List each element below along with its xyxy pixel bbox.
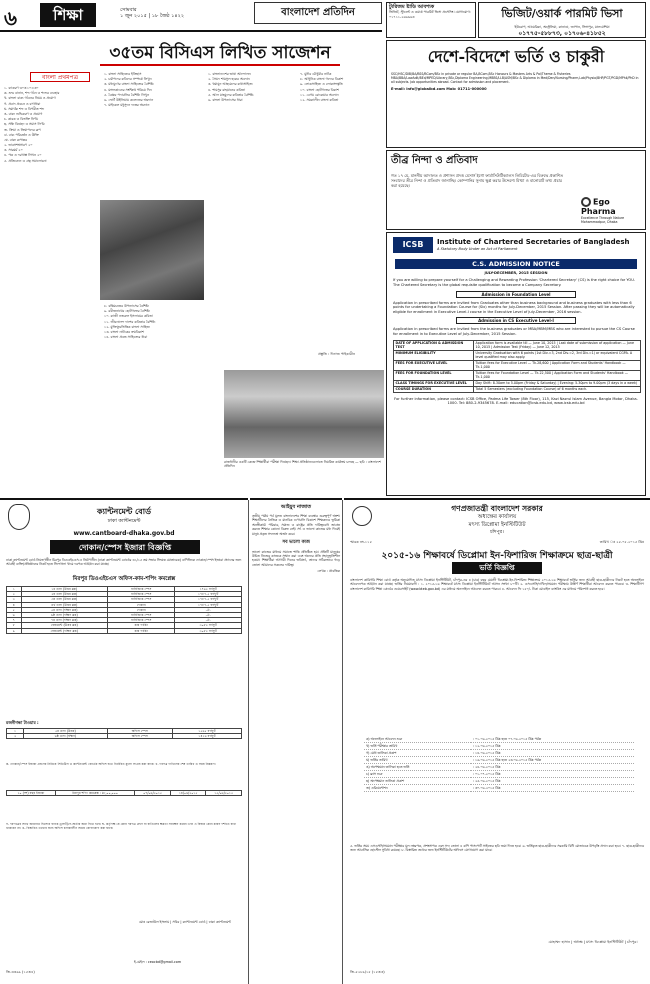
- suggestion-line: ৬. ফোর্ট উইলিয়াম কলেজের অবদান: [104, 97, 154, 102]
- icsb-row: [394, 340, 641, 350]
- schedule-row-cell: : ২৫.০৬.২০১৫ খ্রিঃ: [471, 778, 634, 785]
- icsb-foundation-text: Application in prescribed forms are invited from Graduates other than business background and business graduates with less than 6 points for undertaking a Foundation Course for (Six) months for July-December, 2015 Session. After passing they will be automatically eligible for enrollment in Executive Level-I course in the Executive Level of July-December, 2016 session.: [393, 300, 635, 314]
- exam-photo: [100, 200, 204, 300]
- icsb-admission-notice: [386, 232, 646, 496]
- header-day: সোমবার: [120, 7, 137, 13]
- cant-row-cell: কার পার্কিং: [108, 623, 175, 628]
- cant-row3-cell: ০৭/০৬/২০১৫: [135, 791, 171, 796]
- suggestion-line: ৮. আধুনিক বাংলা গদ্যের বিকাশ: [300, 77, 344, 82]
- visa-title: ভিজিট/ওয়ার্ক পারমিট ভিসা: [501, 7, 623, 20]
- gov-heading-2: অধ্যক্ষের কার্যালয়: [477, 514, 517, 520]
- cantonment-email: ই-মেইল : ceocbd@gmail.com: [134, 960, 182, 964]
- cant-row-cell: ১ম তলা (উত্তর ব্লক): [21, 587, 108, 592]
- visa-phone: ০১৭৭৫-৫৮৮৭৩, ০১৭০৬-৪১৮৫২: [518, 30, 606, 38]
- suggestion-line: জ. ক্রিয়া ও ক্রিয়াপদের রূপ: [4, 127, 41, 132]
- cant-row-cell: ৩য় তলা (উত্তর ব্লক): [21, 597, 108, 602]
- icsb-row-value: Total 5 Semesters (excluding Foundation Course) of 6 months each.: [474, 386, 641, 392]
- cant-row-cell: ৭ম তলা (দক্ষিণ ব্লক): [21, 618, 108, 623]
- cant-row3-cell: ১৫/০৬/২০১৫: [206, 791, 242, 796]
- cantonment-url[interactable]: www.cantboard-dhaka.gov.bd: [73, 530, 175, 537]
- cant-row2-cell: ২: [7, 734, 24, 739]
- photo-caption: রাজধানীর একটি কেন্দ্রে শিক্ষার্থীরা পরীক্ষা দিচ্ছেন। শিক্ষা প্রতিষ্ঠানগুলোতে নিয়মিত কার্যক্রম চলছে — ছবি : বাংলাদেশ প্রতিদিন: [224, 460, 381, 469]
- ego-brand: Ego Pharma: [581, 197, 616, 216]
- suggestion-line: ১১. জীবনানন্দ দাশের কবিতার বৈশিষ্ট্য: [104, 319, 156, 324]
- icsb-table: [393, 340, 641, 393]
- header-full-date: ১ জুন ২০১৫ | ১৮ জৈষ্ঠ ১৪২২: [120, 13, 185, 20]
- suggestion-line: চ. কারক ও বিভক্তি নির্ণয়: [4, 117, 38, 122]
- suggestion-line: ৭. মাইকেল মধুসূদন দত্তের অবদান: [104, 103, 150, 108]
- suggestion-column-2b: [104, 304, 220, 496]
- suggestion-line: ৮. বঙ্কিমচন্দ্রের উপন্যাসের বৈশিষ্ট্য: [104, 304, 149, 308]
- suggestion-line: ১৩. বাংলা নাটকের ক্রমবিকাশ: [104, 329, 144, 334]
- suggestion-line: গ. প্রবাদ প্রবচন ও বাগধারা: [4, 101, 41, 106]
- schedule-row: [364, 785, 634, 792]
- visa-text: ইউরোপ, আমেরিকা, অস্ট্রেলিয়া, কানাডা, জাপান, সিঙ্গাপুর, মালয়েশিয়া: [514, 25, 610, 29]
- schedule-row-cell: ঘ) ভর্তির তারিখ: [364, 757, 471, 764]
- icsb-row-value: Day Shift: 8.30am to 5.00pm (Friday & Saturday) | Evening: 5.30pm to 9.00pm (3 days in a week): [474, 380, 641, 386]
- study-email: E-mail: info@globalbd.com Mob: 01711-000000: [391, 86, 487, 91]
- protest-text: গত ১৭ মে, মাননীয় আদালত ও প্রশাসন প্রদত্ত মেসার্স ইগো ফার্মাসিউটিক্যালস লিমিটেড-এর বিরুদ্ধে প্রকাশিত সংবাদের তীব্র নিন্দা ও প্রতিবাদ জানাচ্ছি। কোম্পানির সুনাম ক্ষুণ্ণ করার উদ্দেশ্যে মিথ্যা ও বানোয়াট তথ্য প্রচার করা হয়েছে।: [391, 173, 563, 189]
- icsb-row: [394, 350, 641, 360]
- cant-row-cell: বাণিজ্যিক স্পেস: [108, 587, 175, 592]
- cant-row-cell: ৩০৮২ বর্গফুট: [175, 628, 242, 633]
- study-title: দেশে-বিদেশে ভর্তি ও চাকুরী: [427, 47, 605, 66]
- cantonment-code: জি-৩৩৬৯ (১৫×৪): [6, 970, 35, 974]
- photo-credit: প্রস্তুতি : দিনাজ পাইকারীন: [318, 352, 356, 356]
- gov-body-2: ৫. ভর্তির সময় এসএসসি/সমমান পরীক্ষার মূল নম্বরপত্র, প্রশংসাপত্র এবং সদ্য তোলা ৪ কপি পাসপোর্ট সাইজের ছবি জমা দিতে হবে। ৬. ভর্তিকৃত ছাত্র-ছাত্রীদের সরকারি বিধি মোতাবেক উপবৃত্তি প্রদান করা হবে। ৭. ছাত্র-ছাত্রীদের জন্য আবাসিক হোস্টেল সুবিধা রয়েছে। ৮. বিস্তারিত তথ্যের জন্য ইনস্টিটিউটের অফিসে যোগাযোগ করা যাবে।: [350, 844, 644, 853]
- schedule-row: [364, 743, 634, 750]
- suggestion-line: ১১. বেগম রোকেয়ার অবদান: [300, 92, 339, 97]
- schedule-row-cell: : ১৬.০৬.২০১৫ খ্রিঃ হতে ২৩.০৬.২০১৫ খ্রিঃ পর্যন্ত: [471, 757, 634, 764]
- schedule-row-cell: চ) ক্লাস শুরু: [364, 771, 471, 778]
- cant-row-cell: দোকান: [108, 602, 175, 607]
- suggestion-line: ঝ. বাচ্য পরিবর্তন ও উক্তি: [4, 132, 39, 137]
- suggestion-line: ১০. কাজী নজরুল ইসলামের কবিতা: [104, 314, 153, 319]
- cant-row3-cell: ১০ (দশ) বছর ইজারা: [7, 791, 56, 796]
- cant-row-cell: বাণিজ্যিক স্পেস: [108, 592, 175, 597]
- icsb-intro: If you are willing to prepare yourself for a Challenging and Rewarding Profession 'Chartered Secretary' (CS) is the right choice for YOU. The Chartered Secretary is the global requisite qualification to become a Company Secretary.: [393, 278, 636, 288]
- cant-row-cell: কার পার্কিং: [108, 628, 175, 633]
- cant-row-cell: ৫: [7, 607, 22, 612]
- visa-ad: [478, 2, 646, 38]
- suggestion-column-4: [300, 72, 384, 350]
- suggestion-line: ১. বাংলা সাহিত্যের ইতিহাস: [104, 72, 142, 76]
- schedule-row: [364, 778, 634, 785]
- icsb-row-key: MINIMUM ELIGIBILITY: [394, 350, 474, 360]
- cantonment-signature: মোঃ রেজাউল ইসলাম | সচিব | ক্যান্টনমেন্ট বোর্ড | ঢাকা ক্যান্টনমেন্ট: [139, 920, 231, 924]
- cant-row-cell: ৬ষ্ঠ তলা (দক্ষিণ ব্লক): [21, 613, 108, 618]
- cant-row-cell: -ঐ-: [175, 613, 242, 618]
- icsb-exec-head: Admission in CS Executive Level-I: [456, 317, 576, 324]
- cantonment-table2-title: রজনীগন্ধা টাওয়ার :: [6, 720, 39, 725]
- cant-row2-cell: ৬ষ্ঠ তলা (দক্ষিণ): [24, 734, 107, 739]
- icsb-row-key: CLASS TIMINGS FOR EXECUTIVE LEVEL: [394, 380, 474, 386]
- gov-memo: স্মারক নং-১১৫: [350, 540, 372, 544]
- suggestion-line: ৬. বাংলা উপন্যাসের ধারা: [208, 97, 243, 102]
- suggestion-line: ঙ. বাক্য শুদ্ধিকরণ ও প্রয়োগ: [4, 111, 43, 116]
- suggestion-column-5: [224, 470, 384, 496]
- study-text: SSC/HSC/DIB/BA/BSS/BCom/BSc in private or regular BA,BCom,BSc Honours & Masters Arts & Pol/Theme & Fisheries MBA/BBA/LawAdit/BEd/MPED/Library,BSc,Diploma Engineering,MBBS/LLB/ASM/BSc & Diploma in Med/Den/Nursing/Pharm,Lab/Physio/BHP/PGT/PGD/MPhil/PhD in all subjects. Job opportunities abroad. Contact for admission and placement.: [391, 72, 639, 84]
- cant-row-cell: ৩: [7, 597, 22, 602]
- icsb-row-key: FEES FOR FOUNDATION LEVEL: [394, 370, 474, 380]
- middle-article: [250, 498, 342, 984]
- suggestion-line: ৭. মুনীর চৌধুরীর নাটক: [300, 72, 332, 76]
- cant-row-cell: ১৭৮৭.৫ বর্গফুট: [175, 602, 242, 607]
- suggestion-column-2: [104, 72, 200, 196]
- header-date: [120, 7, 250, 20]
- suggestion-line: ৪. পত্র ও দরখাস্ত লিখন ২০: [4, 153, 42, 158]
- icsb-row-value: University Graduation with 6 points (1st Div.=3, 2nd Div.=2, 3rd Div.=1) or equivalent CGPA. A level qualified may also apply.: [474, 350, 641, 360]
- cant-row-cell: ৭: [7, 618, 22, 623]
- schedule-row: [364, 750, 634, 757]
- section-name: শিক্ষা: [40, 3, 96, 27]
- gov-signature: মোহাম্মদ হাসান | অধ্যক্ষ | মৎস্য ডিপ্লোমা ইনস্টিটিউট | চাঁদপুর।: [548, 940, 638, 944]
- icsb-row-value: Application form is available till — June 10, 2015 | Last date of submission of application — June 10, 2015 | Admission Test (Friday) — June 12, 2015: [474, 340, 641, 350]
- cant-row-cell: ৫ম তলা (দক্ষিণ ব্লক): [21, 607, 108, 612]
- cantonment-table: [6, 586, 242, 634]
- suggestion-column-3: [208, 72, 298, 362]
- cant-row-cell: ২: [7, 592, 22, 597]
- cantonment-table-title: মিরপুর ডিওএইচএস অফিস-কাম-শপিং কমপ্লেক্স: [72, 576, 176, 582]
- schedule-row: [364, 757, 634, 764]
- suggestion-line: ৩. হুমায়ূন আহমেদের কথাসাহিত্য: [208, 82, 253, 87]
- suggestion-line: ১২. সমকালীন বাংলা কবিতা: [300, 97, 339, 102]
- schedule-row-cell: : ০১.০৬.২০১৫ খ্রিঃ হতে ০৭.০৬.২০১৫ খ্রিঃ পর্যন্ত: [471, 736, 634, 743]
- cant-row-cell: ৬: [7, 613, 22, 618]
- cant-row2: [7, 734, 242, 739]
- suggestion-line: ৯. লোকসাহিত্য ও লোকসংস্কৃতি: [300, 82, 343, 87]
- cant-row-cell: ৪: [7, 602, 22, 607]
- suggestion-line: ১. ব্যাকরণ ৩০×১০=৩০: [4, 86, 39, 90]
- gov-body: বাংলাদেশ কারিগরি শিক্ষা বোর্ড কর্তৃক অনুমোদিত মৎস্য ডিপ্লোমা ইনস্টিটিউট, চাঁদপুর-এর ৪ (চার) বছর মেয়াদী ডিপ্লোমা-ইন-ফিশারিজ শিক্ষাক্রমে ২০১৫-১৬ শিক্ষাবর্ষে ভর্তির জন্য আগ্রহী ছাত্র-ছাত্রীদের নিকট হতে অনলাইনে আবেদনপত্র আহ্বান করা যাচ্ছে। ভর্তির নিয়মাবলী : ১. ২০১৫-১৬ শিক্ষাবর্ষে মৎস্য ডিপ্লোমা ইনস্টিটিউটে আসন সংখ্যা ৮০টি। ২. এসএসসি/দাখিল/সমমান পরীক্ষায় উত্তীর্ণ শিক্ষার্থীরা আবেদন করতে পারবে। ৩. শিক্ষার্থীগণ বাংলাদেশ কারিগরি শিক্ষা বোর্ডের ওয়েবসাইট (www.bteb.gov.bd) এর মাধ্যমে অনলাইনে আবেদন করতে পারবে। ৪. আবেদন ফি ১৫০/- টাকা মোবাইল ব্যাংকিং এর মাধ্যমে পরিশোধ করতে হবে।: [350, 578, 644, 591]
- suggestion-line: ১৪. বাংলা প্রবন্ধ সাহিত্যের ধারা: [104, 335, 148, 340]
- middle-article-text2: ভালো কাজের মাধ্যমে সমাজে শান্তি প্রতিষ্ঠিত হয়। প্রতিটি মানুষের উচিত নিজের কাজকে সম্মান করা এবং অন্যের প্রতি সহানুভূতিশীল হওয়া। শিক্ষার্থীরা আগামী দিনের ভবিষ্যৎ, তাদের সঠিকভাবে গড়ে তোলা আমাদের সকলের দায়িত্ব।: [252, 549, 340, 567]
- schedule-row-cell: : ০১.০৭.২০১৫ খ্রিঃ: [471, 771, 634, 778]
- middle-article-subhead: সব ভালো কাজ: [282, 540, 310, 546]
- cant-row2-cell: অফিস স্পেস: [107, 734, 172, 739]
- visa-small-title: ট্যুরিজম ষ্টাডি আবশ্যক: [389, 4, 435, 10]
- icsb-row-key: DATE OF APPLICATION & ADMISSION TEST: [394, 340, 474, 350]
- suggestion-line: ৫. আল মাহমুদের কবিতার বৈশিষ্ট্য: [208, 92, 254, 97]
- icsb-tagline: A Statutory Body Under an Act of Parliament: [437, 247, 518, 251]
- suggestion-line: ২. চর্যাপদের কবিদের সম্পর্কে লিখুন: [104, 77, 152, 82]
- article-title: ৩৫তম বিসিএস লিখিত সাজেশন: [100, 40, 340, 66]
- masthead: বাংলাদেশ প্রতিদিন: [254, 2, 382, 24]
- cant-row2-cell: ১৪১৬ বর্গফুট: [173, 734, 242, 739]
- icsb-row: [394, 370, 641, 380]
- gov-schedule-table: [364, 736, 634, 792]
- cant-row-cell: ২য় তলা (উত্তর ব্লক): [21, 592, 108, 597]
- suggestion-line: ২. সৈয়দ শামসুল হকের অবদান: [208, 77, 250, 82]
- suggestion-line: ৪. শামসুর রাহমানের কবিতা: [208, 87, 245, 92]
- cantonment-intro: ঢাকা ক্যান্টনমেন্ট বোর্ড নিয়ন্ত্রণাধীন মিরপুর ডিওএইচএস-এ নির্মাণাধীন (ঢাকা ক্যান্টনমেন্ট বোর্ডের ৩১/১৫ তম সভার সিদ্ধান্ত মোতাবেক) বাণিজ্যিক দোকান/স্পেস ইজারা প্রদানের জন্য আগ্রহী ব্যক্তি/প্রতিষ্ঠানের নিকট হতে সিলগালা খামে দরপত্র আহ্বান করা যাচ্ছে।: [6, 558, 242, 567]
- cantonment-notes: গ. দরপত্রের সাথে জামানত হিসেবে ব্যাংক ড্রাফট/পে-অর্ডার জমা দিতে হবে। ঘ. কর্তৃপক্ষ যে কোন দরপত্র গ্রহণ বা বাতিলের ক্ষমতা সংরক্ষণ করেন এবং এ বিষয়ে কোন কারণ দর্শাতে বাধ্য থাকবেন না। ঙ. বিস্তারিত তথ্যের জন্য অফিস চলাকালীন সময়ে যোগাযোগ করা যাবে।: [6, 822, 237, 831]
- cant-row-cell: ৯: [7, 628, 22, 633]
- cantonment-table3: [6, 790, 242, 796]
- ego-pharma-logo: [581, 197, 643, 225]
- cantonment-notice: [0, 498, 248, 984]
- cant-row-cell: বাণিজ্যিক স্পেস: [108, 613, 175, 618]
- schedule-row: [364, 771, 634, 778]
- suggestion-line: ৪. মঙ্গলকাব্যের সংক্ষিপ্ত পরিচয় দিন: [104, 87, 152, 92]
- cant-row-cell: -ঐ-: [175, 607, 242, 612]
- article-subject: বাংলা প্রথমপত্র: [30, 72, 90, 82]
- suggestion-line: ঞ. বাক্য রূপান্তর: [4, 137, 27, 142]
- suggestion-line: ছ. সন্ধি বিচ্ছেদ ও সমাস নির্ণয়: [4, 122, 45, 127]
- suggestion-line: ৩. সারমর্ম ২০: [4, 148, 23, 153]
- cant-row2-cell: অফিস স্পেস: [107, 729, 172, 734]
- icsb-session: JULY-DECEMBER, 2015 SESSION: [484, 271, 548, 275]
- protest-ad: [386, 150, 646, 230]
- cant-row-cell: -ঐ-: [175, 618, 242, 623]
- cant-row3-cell: মিরপুর শপিং কমপ্লেক্স : ৳৮,০০,০০০: [55, 791, 135, 796]
- suggestion-line: ১. বাংলাদেশের ভাষা আন্দোলন: [208, 72, 251, 76]
- cantonment-mid-text: ক. দোকান/স্পেস ইজারা গ্রহণের নিমিত্তে সিডিউল ও ক্যান্টনমেন্ট বোর্ডের অফিস হতে নির্ধারিত মূল্যে সংগ্রহ করা যাবে। খ. দরপত্র দাখিলের শেষ তারিখ ও সময় নিম্নরূপ:: [6, 762, 216, 766]
- icsb-footer: For further information, please contact: ICSB Office, Padma Life Tower (8th Floor), 115, Kazi Nazrul Islam Avenue, Bangla Motor, Dhaka-1000. Tel: 880-2-9345678. E-mail: education@icsb.edu.bd, www.icsb.edu.bd: [394, 396, 638, 406]
- suggestion-line: ৩. মধ্যযুগের বাংলা সাহিত্যের বৈশিষ্ট্য: [104, 82, 154, 87]
- suggestion-line: ৫. প্রতিবেদন ও গ্রন্থ সমালোচনা: [4, 158, 47, 163]
- gov-heading-1: গণপ্রজাতন্ত্রী বাংলাদেশ সরকার: [451, 504, 543, 513]
- cant-row: [7, 628, 242, 633]
- icsb-row-value: Tuition fees for Foundation Level — Tk.22,500 | Application Form and Students' Handbook — Tk.1,000: [474, 370, 641, 380]
- suggestion-line: ২. ভাবসম্প্রসারণ ২০: [4, 143, 33, 148]
- schedule-row: [364, 764, 634, 771]
- column-divider: [342, 500, 343, 984]
- icsb-row-value: Tuition fees for Executive Level — Tk.28,600 | Application Form and Students' Handbook — Tk.1,000: [474, 360, 641, 370]
- icsb-row: [394, 386, 641, 392]
- cant-row-cell: ১৭৮৭.৫ বর্গফুট: [175, 592, 242, 597]
- schedule-row-cell: : ১২.০৬.২০১৫ খ্রিঃ: [471, 743, 634, 750]
- gov-heading-4: চাঁদপুর।: [490, 530, 504, 535]
- visa-small-ad: [386, 2, 476, 38]
- ego-brand-sub: Excellence Through Nature: [581, 216, 625, 220]
- students-photo: [224, 370, 384, 458]
- cant-row-cell: ১৭৬২ বর্গফুট: [175, 587, 242, 592]
- suggestion-line: ১০. বাংলা ছোটগল্পের বিকাশ: [300, 87, 339, 92]
- middle-article-text: তৃতীয় পর্যায় পর্ব মূলত বাংলাদেশের শিক্ষা ব্যবস্থার গুরুত্বপূর্ণ অংশ। শিক্ষার্থীদের নৈতিক ও মানবিক গুণাবলি বিকাশে শিক্ষকদের ভূমিকা অনস্বীকার্য। পরিবার, সমাজ ও রাষ্ট্রের প্রতি দায়িত্ববোধ জাগ্রত করতে শিক্ষার কোনো বিকল্প নেই। সৎ ও ভালো কাজের মধ্য দিয়েই মানুষ প্রকৃত সফলতা অর্জন করে।: [252, 514, 340, 536]
- suggestion-column-1: [4, 86, 100, 496]
- schedule-row-cell: : ৩০.০৬.২০১৫ খ্রিঃ: [471, 785, 634, 792]
- suggestion-line: ১২. মুক্তিযুদ্ধভিত্তিক বাংলা সাহিত্য: [104, 324, 150, 329]
- cant-row-cell: ১: [7, 587, 22, 592]
- cant-row-cell: বাণিজ্যিক স্পেস: [108, 597, 175, 602]
- cant-row-cell: ১৭৮৭.৫ বর্গফুট: [175, 597, 242, 602]
- suggestion-line: খ. বাংলা বাক্য গঠনের নিয়ম ও প্রয়োগ: [4, 96, 56, 101]
- schedule-row-cell: : ২৪.০৬.২০১৫ খ্রিঃ: [471, 764, 634, 771]
- study-ad: [386, 40, 646, 148]
- middle-article-byline: লেখক : প্রাবন্ধিক: [317, 569, 340, 574]
- icsb-name: Institute of Chartered Secretaries of Bangladesh: [437, 238, 630, 246]
- cant-row3-cell: ১৪/০৬/২০১৫: [170, 791, 206, 796]
- schedule-row-cell: ছ) অপেক্ষমান তালিকা প্রকাশ: [364, 778, 471, 785]
- icsb-banner: C.S. ADMISSION NOTICE: [395, 259, 637, 269]
- gov-heading-3: মৎস্য ডিপ্লোমা ইনস্টিটিউট: [468, 522, 526, 528]
- cantonment-table2: [6, 728, 242, 739]
- schedule-row-cell: : ১৪.০৬.২০১৫ খ্রিঃ: [471, 750, 634, 757]
- ego-brand-loc: Mohammadpur, Dhaka: [581, 220, 618, 224]
- cant-row3: [7, 791, 242, 796]
- schedule-row-cell: জ) ওরিয়েন্টেশন: [364, 785, 471, 792]
- cantonment-banner: দোকান/স্পেস ইজারা বিজ্ঞপ্তি: [50, 540, 200, 554]
- schedule-row-cell: ক) অনলাইনে আবেদন শুরু: [364, 736, 471, 743]
- cant-row2-cell: ১: [7, 729, 24, 734]
- cant-row-cell: ৪র্থ তলা (উত্তর ব্লক): [21, 602, 108, 607]
- cant-row-cell: ৮: [7, 623, 22, 628]
- admission-notice: [344, 498, 650, 984]
- gov-banner: ভর্তি বিজ্ঞপ্তি: [452, 562, 542, 574]
- ego-logo-icon: [581, 197, 591, 207]
- gov-code: জি-৫২৮৯/১৫ (১৫×৩): [350, 970, 385, 974]
- icsb-row-key: FEES FOR EXECUTIVE LEVEL: [394, 360, 474, 370]
- icsb-logo: ICSB: [393, 237, 433, 253]
- protest-title: তীব্র নিন্দা ও প্রতিবাদ: [391, 155, 478, 166]
- cant-row-cell: দোকান: [108, 607, 175, 612]
- page-number: ৬: [4, 6, 18, 30]
- gov-memo-date: তারিখ ঃ ২৫.০৫.২০১৫ খ্রিঃ: [599, 540, 644, 544]
- cantonment-subtitle: ঢাকা ক্যান্টনমেন্ট: [107, 518, 141, 524]
- schedule-row-cell: খ) ভর্তি পরীক্ষার তারিখ: [364, 743, 471, 750]
- suggestion-line: ক. শুদ্ধ বানান, শব্দ গঠন ও শব্দের ব্যবহার: [4, 91, 60, 96]
- icsb-row-key: COURSE DURATION: [394, 386, 474, 392]
- middle-article-title: আইয়ুব নাজাত: [280, 504, 311, 510]
- icsb-row: [394, 360, 641, 370]
- cant-row-cell: ৩০৮২ বর্গফুট: [175, 623, 242, 628]
- cant-row-cell: বাণিজ্যিক স্পেস: [108, 618, 175, 623]
- suggestion-line: ৫. বৈষ্ণব পদাবলির বৈশিষ্ট্য লিখুন: [104, 92, 149, 97]
- schedule-row-cell: গ) মেধা তালিকা প্রকাশ: [364, 750, 471, 757]
- icsb-foundation-head: Admission in Foundation Level: [456, 291, 576, 298]
- gov-notice-title: ২০১৫-১৬ শিক্ষাবর্ষে ডিপ্লোমা ইন-ফিশারিজ শিক্ষাক্রমে ছাত্র-ছাত্রী: [381, 551, 613, 561]
- visa-small-text: ভিজিট, স্টুডেন্ট ও ওয়ার্ক পারমিট ভিসা প্রসেসিং। যোগাযোগ: ০১৭১১-২৬৬৬৬৩: [389, 10, 471, 19]
- column-divider: [248, 500, 249, 984]
- suggestion-line: ঘ. সমার্থক শব্দ ও বিপরীত শব্দ: [4, 106, 45, 111]
- schedule-row-cell: ঙ) অপেক্ষমান তালিকা হতে ভর্তি: [364, 764, 471, 771]
- cant-row2-cell: ৫ম তলা (উত্তর): [24, 729, 107, 734]
- suggestion-line: ৯. রবীন্দ্রনাথের ছোটগল্পের বৈশিষ্ট্য: [104, 309, 150, 314]
- cantonment-title: ক্যান্টনমেন্ট বোর্ড: [97, 506, 151, 516]
- header-rule: [0, 30, 382, 32]
- cant-row-cell: বেজমেন্ট (দক্ষিণ ব্লক): [21, 628, 108, 633]
- icsb-exec-text: Application in prescribed forms are invited from the business graduates or MBA/MBM/MBS who are interested to pursue the CS Course for enrollment in to Executive Level of July-December, 2015 Session.: [393, 327, 635, 337]
- cant-row2-cell: ১৫৬৫ বর্গফুট: [173, 729, 242, 734]
- cant-row-cell: বেজমেন্ট (উত্তর ব্লক): [21, 623, 108, 628]
